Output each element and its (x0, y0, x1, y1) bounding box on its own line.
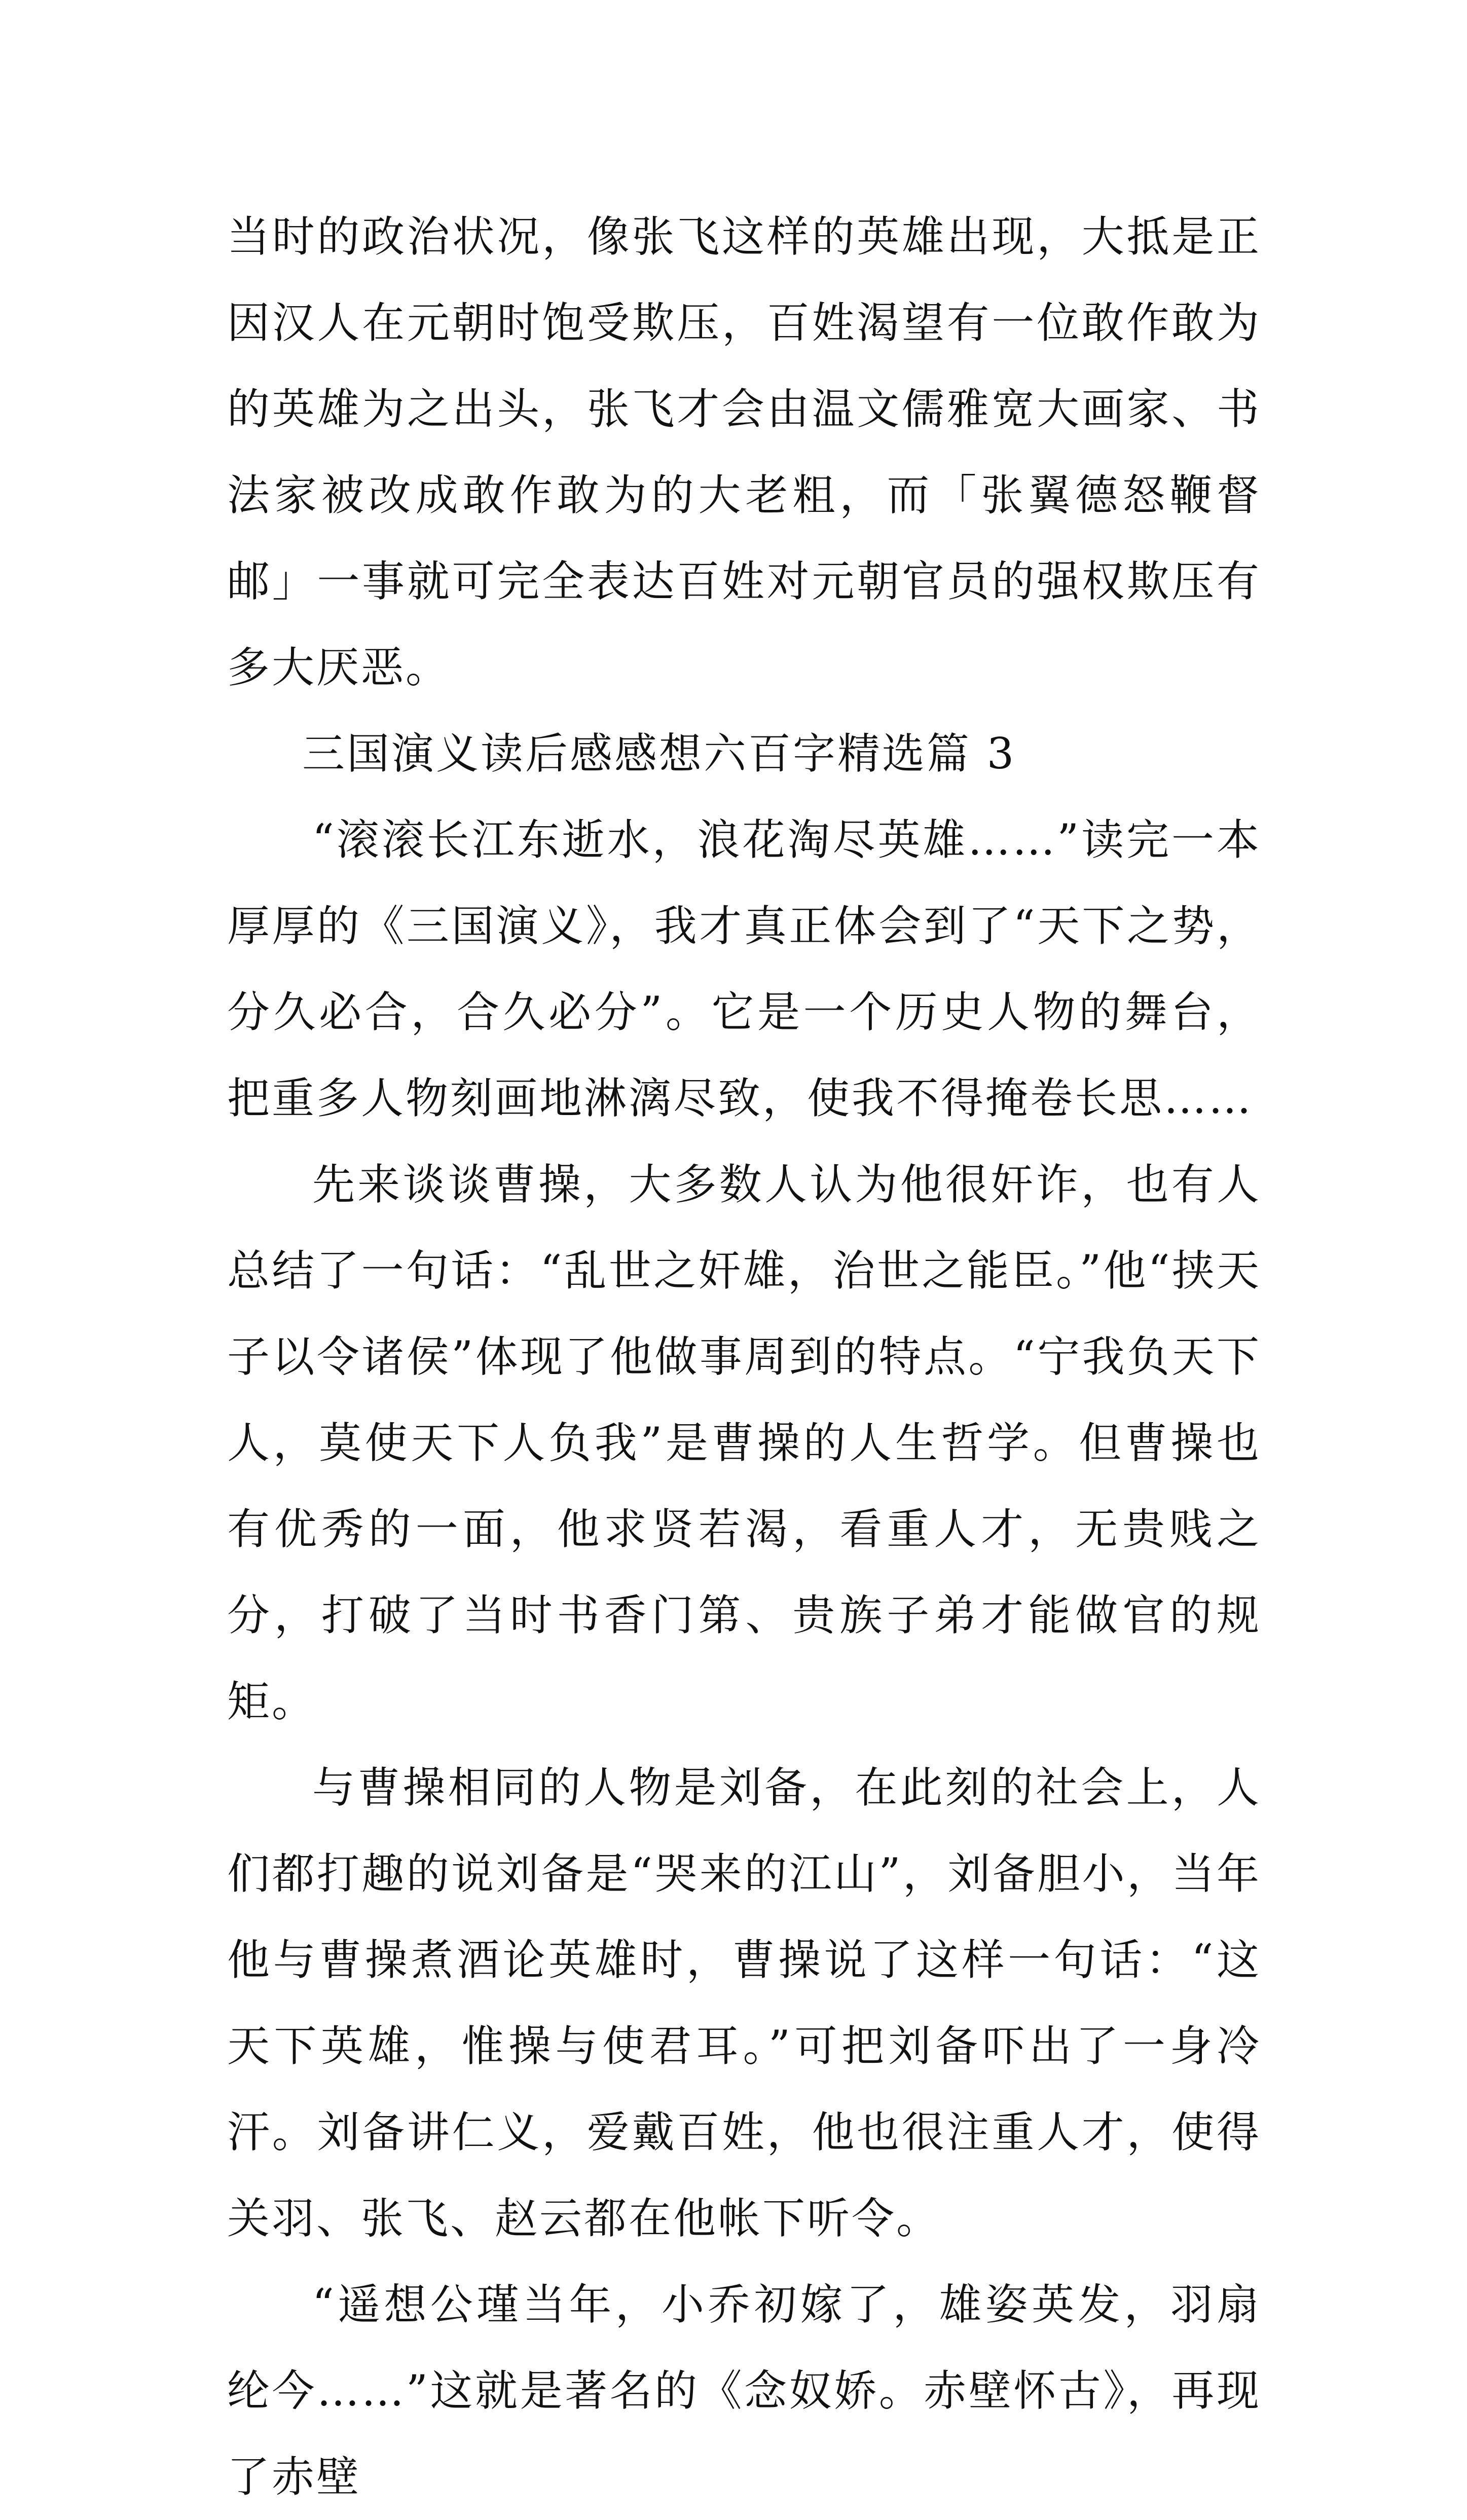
paragraph-intro: 当时的政治状况，像张飞这样的英雄出现，大抵是正因汉人在元朝时饱受欺压，百姓渴望有一位敢作敢为的英雄为之出头，张飞才会由温文儒雅宽大画家、书法家被改成敢作敢为的大老粗，而「张翼德怒鞭督邮」一事就可完全表达百姓对元朝官员的强权欺压有多大厌恶。 (227, 212, 1261, 692)
section-heading: 三国演义读后感感想六百字精选篇 3 (302, 729, 1016, 779)
document-body (227, 194, 1261, 2520)
paragraph-1: “滚滚长江东逝水，浪花淘尽英雄……”读完一本厚厚的《三国演义》，我才真正体会到了“天下之势，分久必合，合久必分”。它是一个历史人物的舞台，把重多人物刻画地淋漓尽致，使我不得掩卷长思…… (227, 815, 1261, 1123)
paragraph-3: 与曹操相同的人物是刘备，在此刻的社会上，人们都打趣的说刘备是“哭来的江山”，刘备胆小，当年他与曹操煮酒论英雄时，曹操说了这样一句话：“这天下英雄，惟操与使君耳。”可把刘备吓出了一身冷汗。刘备讲仁义，爱戴百姓，他也很注重人才，使得关羽、张飞、赵云都在他帐下听令。 (227, 1763, 1261, 2243)
paragraph-4: “遥想公瑾当年，小乔初嫁了，雄姿英发，羽扇纶今……”这就是著名的《念奴娇。赤壁怀古》，再现了赤壁 (227, 2280, 1261, 2502)
paragraph-2: 先来谈谈曹操，大多数人认为他很奸诈，也有人总结了一句话：“乱世之奸雄，治世之能臣。”他“挟天子以令诸侯”体现了他做事周到的特点。“宁我负天下人，莫使天下人负我”是曹操的人生哲学。但曹操也有优秀的一面，他求贤若渴，看重人才，无贵贱之分，打破了当时书香门第、贵族子弟才能做官的规矩。 (227, 1160, 1261, 1726)
